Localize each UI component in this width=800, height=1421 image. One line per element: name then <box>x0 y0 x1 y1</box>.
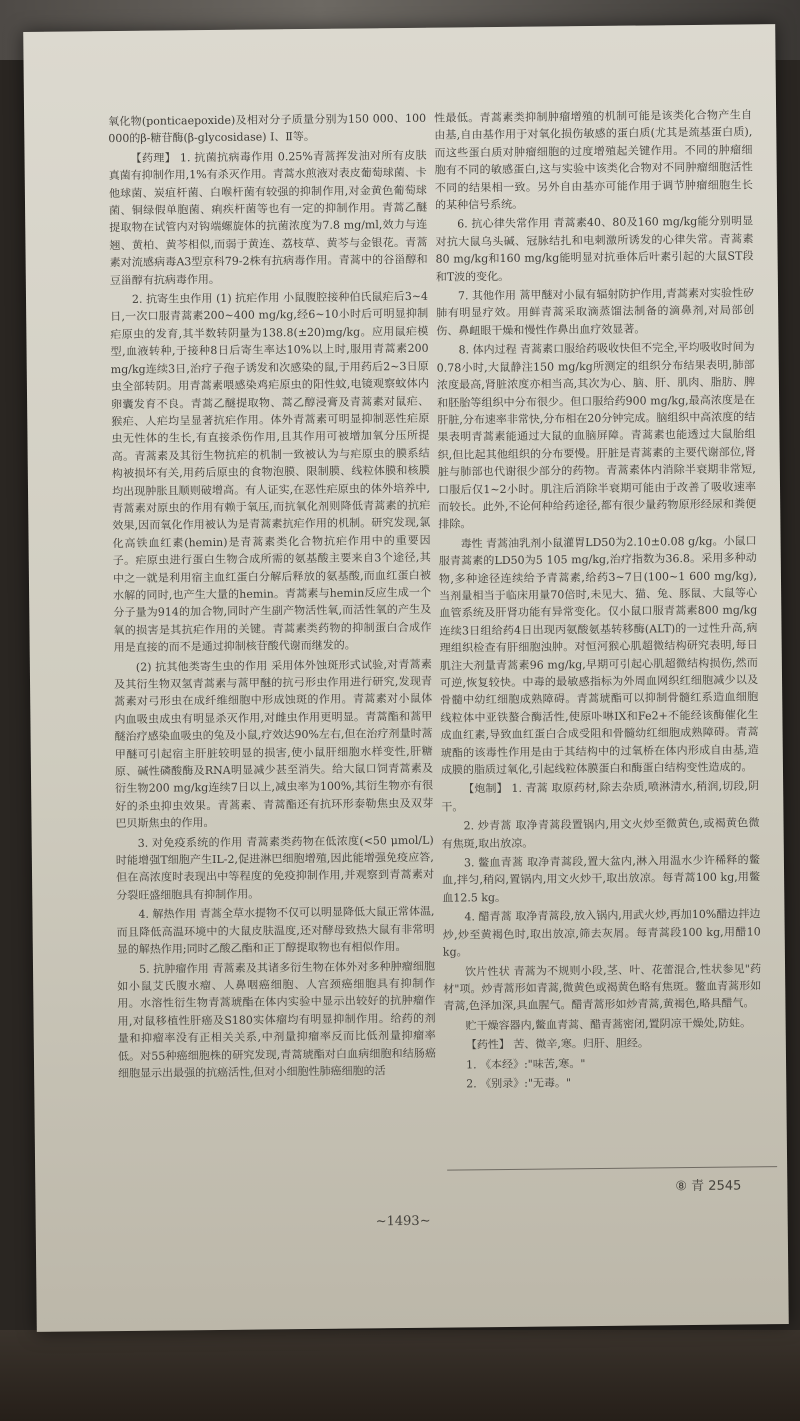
paragraph: 【药理】 1. 抗菌抗病毒作用 0.25%青蒿挥发油对所有皮肤真菌有抑制作用,1%有杀灭作用。青蒿水煎液对表皮葡萄球菌、卡他球菌、炭疽杆菌、白喉杆菌有较强的抑制作用,对金黄色葡萄球菌、铜绿假单胞菌、痢疾杆菌等也有一定的抑制作用。青蒿乙醚提取物在试管内对钩端螺旋体的抗菌浓度为7.8 mg/ml,效力与连翘、黄柏、黄芩相似,而弱于黄连、荔枝草、黄芩与金银花。青蒿素对流感病毒A3型京科79-2株有抗病毒作用。青蒿中的谷甾醇和豆甾醇有抗病毒作用。 <box>108 148 428 287</box>
paragraph: 2. 抗寄生虫作用 (1) 抗疟作用 小鼠腹腔接种伯氏鼠疟后3~4日,一次口服青蒿素200~400 mg/kg,经6~10小时后可明显抑制疟原虫的发育,其半数转阴量为138.8(±20)mg/kg。应用鼠疟模型,血液转种,于接种8日后寄生率达10%以上时,服用青蒿素200 mg/kg连续3日,治疗子孢子诱发和次感染的鼠,于用药后2~3日原虫全部转阴。用青蒿素喂感染鸡疟原虫的阳性蚊,电镜观察蚊体内卵囊发育不良。青蒿乙醚提取物、蒿乙醇浸膏及青蒿素对鼠疟、猴疟、人疟均呈显著抗疟作用。体外青蒿素可明显抑制恶性疟原虫无性体的生长,有直接杀伤作用,且其作用可被增加氧分压所提高。青蒿素及其衍生物抗疟的机制一致被认为与疟原虫的膜系结构被损坏有关,用药后原虫的食物泡膜、限制膜、线粒体膜和核膜均出现肿胀且顺则破增高。有人证实,在恶性疟原虫的体外培养中,青蒿素对原虫的作用有赖于氧压,而抗氧化剂则降低青蒿素的抗疟效果,因而氧化作用被认为是青蒿素抗疟作用的机制。研究发现,氯化高铁血红素(hemin)是青蒿素类化合物抗疟作用中的重要因子。疟原虫进行蛋白生物合成所需的氨基酸主要来自3个途径,其中之一就是利用宿主血红蛋白分解后释放的氨基酸,而血红蛋白被水解的同时,也产生大量的hemin。青蒿素与hemin反应生成一个分子量为914的加合物,同时产生副产物活性氧,而活性氧的产生及氧的损害是其抗疟作用的关键。青蒿素类药物的抑制蛋白合成作用是直接的而不是通过抑制核苷酸代谢而继发的。 <box>110 289 432 655</box>
paragraph: 5. 抗肿瘤作用 青蒿素及其诸多衍生物在体外对多种肿瘤细胞如小鼠艾氏腹水瘤、人鼻咽癌细胞、人宫颈癌细胞具有抑制作用。水溶性衍生物青蒿琥酯在体内实验中显示出较好的抗肿瘤作用,对鼠移植性肝癌及S180实体瘤均有明显抑制作用。给药的剂量和抑瘤率没有正相关关系,中剂量抑瘤率反而比低剂量抑瘤率低。对55种癌细胞株的研究发现,青蒿琥酯对白血病细胞和结肠癌细胞显示出最强的抗癌活性,但对小细胞性肺癌细胞的活 <box>117 959 436 1080</box>
paragraph: 8. 体内过程 青蒿素口服给药吸收快但不完全,平均吸收时间为0.78小时,大鼠静注150 mg/kg所测定的组织分布结果表明,肺部浓度最高,肾脏浓度亦相当高,其次为心、脑、肝、肌肉、脂肪、脾和胚胎等组织中分布很少。但口服给药900 mg/kg,最高浓度是在肝脏,分布速率非常快,分布相在20分钟完成。脑组织中高浓度的结果表明青蒿素能通过大鼠的血脑屏障。青蒿素也能透过大鼠胎组织,但比起其他组织的分布要慢。肝脏是青蒿素的主要代谢部位,肾脏与肺部也代谢很少部分的药物。青蒿素体内消除半衰期非常短,口服后仅1~2小时。肌注后消除半衰期可能由于改善了吸收速率而较长。此外,不论何种给药途径,都有很少量药物原形经尿和粪便排除。 <box>436 340 757 531</box>
footer-rule <box>447 1166 777 1170</box>
background-table <box>0 1330 800 1421</box>
paragraph: 2. 《别录》:"无毒。" <box>466 1076 572 1091</box>
page-number: ~1493~ <box>375 1213 431 1230</box>
paragraph: 4. 解热作用 青蒿全草水提物不仅可以明显降低大鼠正常体温,而且降低高温环境中的大鼠皮肤温度,还对酵母致热大鼠有非常明显的解热作用;同时乙酸乙酯和正丁醇提取物也有相似作用。 <box>116 904 435 957</box>
paragraph: 7. 其他作用 蒿甲醚对小鼠有辐射防护作用,青蒿素对实验性矽肺有明显疗效。用鲜青蒿采取滴蒸馏法制备的滴鼻剂,对局部创伤、鼻衄眼干燥和慢性作鼻出血疗效显著。 <box>436 286 755 338</box>
paragraph: (2) 抗其他类寄生虫的作用 采用体外蚀斑形式试验,对青蒿素及其衍生物双氢青蒿素与蒿甲醚的抗弓形虫作用进行研究,发现青蒿素对弓形虫在成纤维细胞中形成蚀斑的作用。青蒿素对小鼠体内血吸虫成虫有明显杀灭作用,对雌虫作用更明显。青蒿酯和蒿甲醚治疗感染血吸虫的兔及小鼠,疗效达90%左右,但在治疗剂量时蒿甲醚可引起宿主肝脏较明显的损害,使小鼠肝细胞水样变性,肝糖原、碱性磷酸酶及RNA明显减少甚至消失。给大鼠口饲青蒿素及衍生物200 mg/kg连续7日以上,减虫率为100%,其衍生物亦有很好的杀虫抑虫效果。青蒿素、青蒿酯还有抗环形泰勒焦虫及双芽巴贝斯焦虫的作用。 <box>113 657 434 831</box>
book-page <box>23 24 789 1332</box>
paragraph: 3. 对免疫系统的作用 青蒿素类药物在低浓度(<50 μmol/L)时能增强T细胞产生IL-2,促进淋巴细胞增殖,因此能增强免疫应答,但在高浓度时表现出中等程度的免疫抑制作用,并观察到青蒿素对分裂旺盛细胞具有抑制作用。 <box>115 833 435 902</box>
section-tag: ⑧ 青 2545 <box>675 1178 742 1195</box>
paragraph: 贮干燥容器内,鳖血青蒿、醋青蒿密闭,置阴凉干燥处,防蛀。 <box>465 1016 752 1033</box>
paragraph: 饮片性状 青蒿为不规则小段,茎、叶、花蕾混合,性状参见"药材"项。炒青蒿形如青蒿,微黄色或褐黄色略有焦斑。鳖血青蒿形如青蒿,色泽加深,具血腥气。醋青蒿形如炒青蒿,黄褐色,略具醋气。 <box>443 961 762 1013</box>
paragraph: 2. 炒青蒿 取净青蒿段置锅内,用文火炒至微黄色,或褐黄色微有焦斑,取出放凉。 <box>441 816 760 851</box>
paragraph: 1. 《本经》:"味苦,寒。" <box>465 1056 586 1071</box>
left-text-column <box>108 110 436 1085</box>
paragraph: 性最低。青蒿素类抑制肿瘤增殖的机制可能是该类化合物产生自由基,自由基作用于对氧化损伤敏感的蛋白质(尤其是巯基蛋白质),而这些蛋白质对肿瘤细胞的过度增殖起关键作用。不同的肿瘤细胞有不同的敏感蛋白,这与实验中该类化合物对不同肿瘤细胞活性不同的结果相一致。另外自由基亦可能作用于调节肿瘤细胞生长的某种信号系统。 <box>434 108 753 212</box>
right-text-column <box>434 106 762 1095</box>
paragraph: 【炮制】 1. 青蒿 取原药材,除去杂质,喷淋清水,稍润,切段,阴干。 <box>441 779 760 814</box>
paragraph: 6. 抗心律失常作用 青蒿素40、80及160 mg/kg能分别明显对抗大鼠乌头碱、冠脉结扎和电刺激所诱发的心律失常。青蒿素80 mg/kg和160 mg/kg能明显对抗垂体后叶素引起的大鼠ST段和T波的变化。 <box>435 214 754 284</box>
paragraph: 氧化物(ponticaepoxide)及相对分子质量分别为150 000、100 000的β-糖苷酶(β-glycosidase) Ⅰ、Ⅱ等。 <box>108 111 427 146</box>
paragraph: 4. 醋青蒿 取净青蒿段,放入锅内,用武火炒,再加10%醋边拌边炒,炒至黄褐色时,取出放凉,筛去灰屑。每青蒿段100 kg,用醋10 kg。 <box>442 907 761 959</box>
paragraph: 【药性】 苦、微辛,寒。归肝、胆经。 <box>465 1036 649 1052</box>
paragraph: 3. 鳖血青蒿 取净青蒿段,置大盆内,淋入用温水少许稀释的鳖血,拌匀,稍闷,置锅内,用文火炒干,取出放凉。每青蒿100 kg,用鳖血12.5 kg。 <box>442 853 761 905</box>
paragraph: 毒性 青蒿油乳剂小鼠灌胃LD50为2.10±0.08 g/kg。小鼠口服青蒿素的LD50为5 105 mg/kg,治疗指数为36.8。采用多种动物,多种途径连续给予青蒿素,给药3~7日(100~1 600 mg/kg),当剂量相当于临床用量70倍时,未见大、猫、兔、豚鼠、大鼠等心血管系统及肝肾功能有异常变化。仅小鼠口服青蒿素800 mg/kg连续3日组给药4日出现丙氨酸氨基转移酶(ALT)的一过性升高,病理组织检查有肝细胞浊肿。对恒河猴心肌超微结构研究表明,每日肌注大剂量青蒿素96 mg/kg,早期可引起心肌超微结构损伤,然而可逆,恢复较快。中毒的最敏感指标为外周血网织红细胞减少以及骨髓中幼红细胞成熟障碍。青蒿琥酯可以抑制骨髓红系造血细胞线粒体中亚铁螯合酶活性,使原卟啉IX和Fe2+不能经该酶催化生成血红素,导致血红蛋白合成受阻和骨髓幼红细胞成熟障碍。青蒿琥酯的该毒性作用是由于其结构中的过氧桥在体内形成自由基,造成膜的脂质过氧化,引起线粒体膜蛋白和酶蛋白结构变性造成的。 <box>438 534 759 777</box>
